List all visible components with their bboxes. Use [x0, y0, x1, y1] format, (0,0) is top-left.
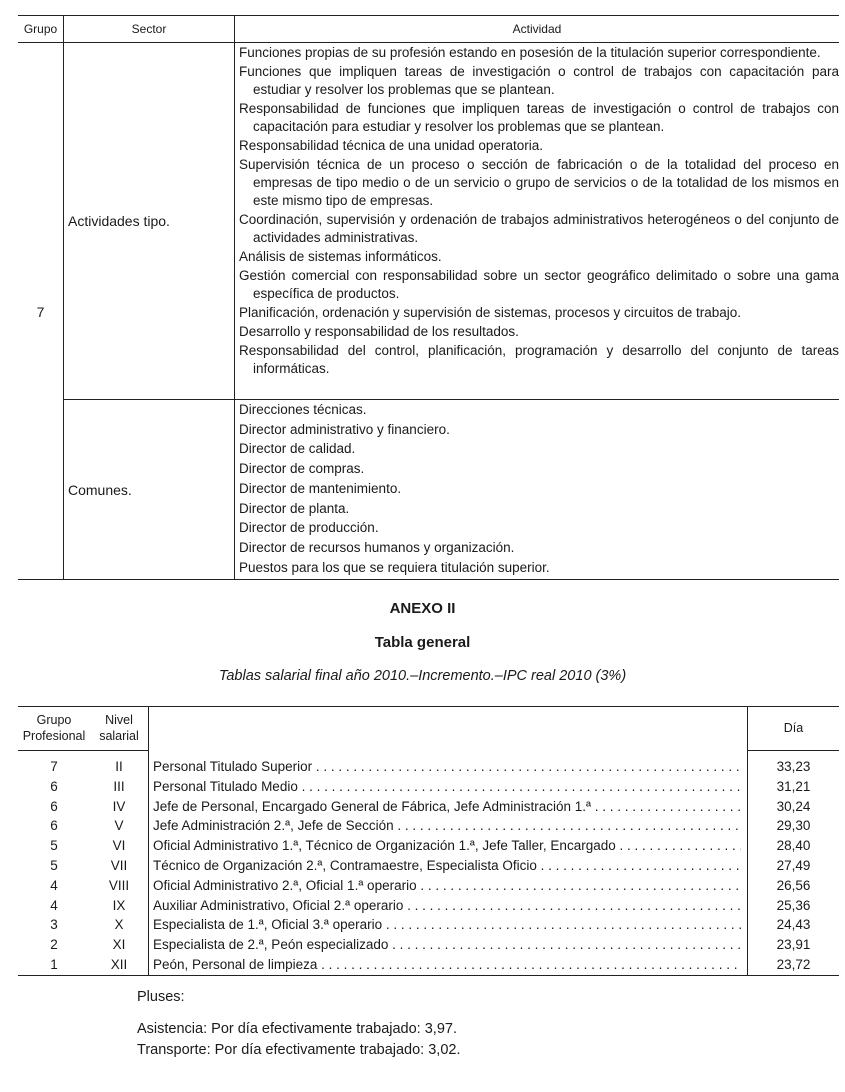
- categoria-cell: Oficial Administrativo 2.ª, Oficial 1.ª operario . . .: [153, 876, 741, 896]
- grupo-cell: 6: [50, 798, 58, 814]
- table-row: [18, 797, 839, 817]
- activity-item: Responsabilidad de funciones que impliquen tareas de investigación o control de trabajos con capacitación para estudiar y resolver los problemas que se plantean.: [239, 101, 839, 134]
- activity-item: Director de producción.: [239, 520, 379, 536]
- rule: [18, 750, 148, 751]
- table-row: [18, 816, 839, 836]
- categoria-cell: Jefe Administración 2.ª, Jefe de Sección . . .: [153, 816, 741, 836]
- table-row: [18, 856, 839, 876]
- grupo-cell: 2: [50, 937, 58, 953]
- activity-item: Planificación, ordenación y supervisión de sistemas, procesos y circuitos de trabajo.: [239, 305, 741, 320]
- activity-item: Director de recursos humanos y organización.: [239, 539, 515, 555]
- rule: [747, 750, 839, 751]
- nivel-cell: IX: [112, 897, 126, 913]
- dia-cell: 23,91: [776, 937, 811, 953]
- dia-cell: 26,56: [776, 877, 811, 893]
- table-row: [18, 915, 839, 935]
- nivel-cell: V: [114, 818, 124, 834]
- annex-subtitle: Tabla general: [374, 634, 471, 651]
- col-header-nivel-salarial: Nivel salarial: [99, 713, 139, 743]
- plus-asistencia: Asistencia: Por día efectivamente trabajado: 3,97.: [137, 1021, 457, 1037]
- nivel-cell: X: [114, 917, 124, 933]
- activity-item: Responsabilidad del control, planificación, programación y desarrollo del conjunto de tareas informáticas.: [239, 343, 839, 376]
- dia-cell: 27,49: [776, 857, 811, 873]
- dia-cell: 33,23: [776, 759, 811, 774]
- activity-list-comunes: [239, 400, 839, 580]
- grupo-cell: 3: [50, 917, 58, 933]
- dia-cell: 31,21: [776, 778, 811, 794]
- col-header-actividad: Actividad: [512, 22, 562, 36]
- salary-table: [18, 706, 839, 976]
- table-row: [18, 935, 839, 955]
- nivel-cell: XII: [110, 956, 128, 972]
- table-row: [18, 876, 839, 896]
- nivel-cell: III: [113, 778, 125, 794]
- salary-rows: [18, 757, 839, 975]
- col-header-grupo: Grupo: [23, 22, 58, 36]
- nivel-cell: VII: [110, 857, 128, 873]
- categoria-cell: Peón, Personal de limpieza . . .: [153, 955, 741, 975]
- annex-caption: Tablas salarial final año 2010.–Incremento.–IPC real 2010 (3%): [218, 668, 627, 684]
- activity-list-tipo: [239, 43, 839, 399]
- table-row: [18, 836, 839, 856]
- table-row: [18, 896, 839, 916]
- activities-table: [18, 15, 839, 580]
- grupo-cell: 6: [50, 778, 58, 794]
- categoria-cell: Jefe de Personal, Encargado General de Fábrica, Jefe Administración 1.ª . . .: [153, 797, 741, 817]
- dia-cell: 23,72: [776, 956, 811, 972]
- grupo-cell: 5: [50, 838, 58, 854]
- annex-title: ANEXO II: [389, 600, 456, 617]
- activity-item: Análisis de sistemas informáticos.: [239, 249, 442, 264]
- activity-item: Funciones propias de su profesión estando en posesión de la titulación superior correspondiente.: [239, 45, 821, 60]
- activity-item: Desarrollo y responsabilidad de los resultados.: [239, 324, 519, 339]
- categoria-cell: Personal Titulado Medio . . .: [153, 777, 741, 797]
- grupo-value: 7: [36, 303, 45, 320]
- activity-item: Responsabilidad técnica de una unidad operatoria.: [239, 138, 543, 153]
- activity-item: Gestión comercial con responsabilidad sobre un sector geográfico delimitado o sobre una gama específica de productos.: [239, 268, 839, 301]
- dia-cell: 30,24: [776, 798, 811, 814]
- activity-item: Director de mantenimiento.: [239, 480, 402, 496]
- col-header-grupo-profesional: Grupo Profesional: [22, 713, 86, 743]
- table-row: [18, 955, 839, 975]
- grupo-cell: 5: [50, 857, 58, 873]
- plus-transporte: Transporte: Por día efectivamente trabajado: 3,02.: [137, 1042, 461, 1058]
- nivel-cell: VIII: [108, 877, 130, 893]
- grupo-cell: 4: [50, 877, 58, 893]
- nivel-cell: II: [115, 759, 123, 774]
- sector-comunes: Comunes.: [68, 482, 132, 498]
- grupo-cell: 6: [50, 818, 58, 834]
- pluses-title: Pluses:: [137, 989, 185, 1005]
- grupo-cell: 7: [50, 759, 58, 774]
- dia-cell: 24,43: [776, 917, 811, 933]
- categoria-cell: Oficial Administrativo 1.ª, Técnico de Organización 1.ª, Jefe Taller, Encargado . . .: [153, 836, 741, 856]
- table-row: [18, 777, 839, 797]
- col-header-sector: Sector: [131, 22, 167, 36]
- col-header-dia: Día: [783, 721, 804, 735]
- activity-item: Direcciones técnicas.: [239, 402, 367, 417]
- dia-cell: 28,40: [776, 838, 811, 854]
- rule: [63, 15, 64, 580]
- nivel-cell: IV: [112, 798, 126, 814]
- table-row: [18, 757, 839, 777]
- activity-item: Puestos para los que se requiera titulación superior.: [239, 559, 550, 575]
- categoria-cell: Auxiliar Administrativo, Oficial 2.ª operario . . .: [153, 896, 741, 916]
- grupo-cell: 1: [50, 956, 58, 972]
- categoria-cell: Personal Titulado Superior . . .: [153, 757, 741, 777]
- activity-item: Supervisión técnica de un proceso o sección de fabricación o de la totalidad del proceso en empresas de tipo medio o de un servicio o grupo de servicios o de la totalidad de los mismos en este mismo tipo de empresas.: [239, 157, 839, 208]
- rule: [18, 975, 839, 976]
- dia-cell: 29,30: [776, 818, 811, 834]
- sector-actividades-tipo: Actividades tipo.: [68, 213, 170, 229]
- categoria-cell: Técnico de Organización 2.ª, Contramaestre, Especialista Oficio . . .: [153, 856, 741, 876]
- activity-item: Director de compras.: [239, 461, 365, 477]
- activity-item: Director de calidad.: [239, 441, 356, 457]
- activity-item: Coordinación, supervisión y ordenación de trabajos administrativos heterogéneos o del conjunto de actividades administrativas.: [239, 212, 839, 245]
- categoria-cell: Especialista de 1.ª, Oficial 3.ª operario . . .: [153, 915, 741, 935]
- nivel-cell: VI: [112, 838, 126, 854]
- dia-cell: 25,36: [776, 897, 811, 913]
- nivel-cell: XI: [112, 937, 126, 953]
- activity-item: Director administrativo y financiero.: [239, 421, 450, 437]
- categoria-cell: Especialista de 2.ª, Peón especializado . . .: [153, 935, 741, 955]
- grupo-cell: 4: [50, 897, 58, 913]
- activity-item: Funciones que impliquen tareas de investigación o control de trabajos con capacitación para estudiar y resolver los problemas que se plantean.: [239, 64, 839, 97]
- activity-item: Director de planta.: [239, 500, 350, 516]
